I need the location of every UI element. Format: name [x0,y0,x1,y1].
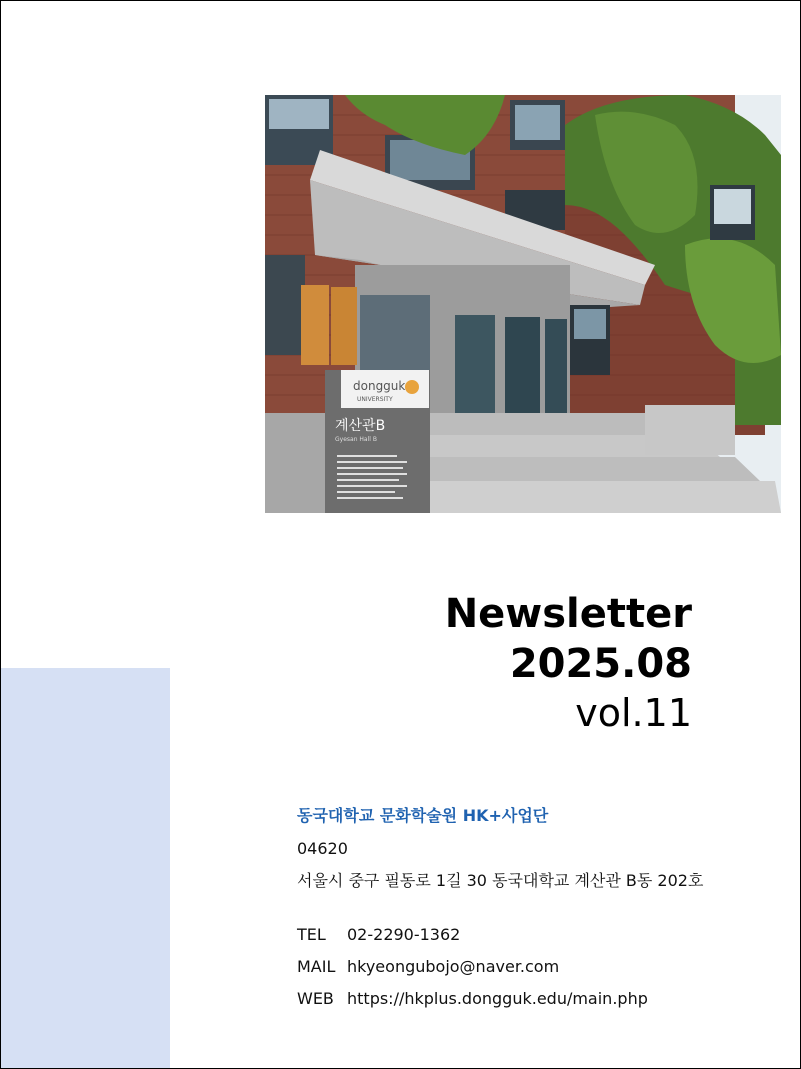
decorative-color-block [1,668,170,1068]
tel-label: TEL [297,925,326,944]
sign-brand-text: dongguk [353,379,406,393]
sign-univ-text: UNIVERSITY [357,396,393,403]
mail-row [297,956,703,978]
tel-row [297,924,703,946]
volume-number: vol.11 [575,691,692,735]
building-photo [265,95,781,513]
web-label: WEB [297,989,334,1008]
organization-name: 동국대학교 문화학술원 HK+사업단 [297,806,549,825]
postal-code: 04620 [297,839,348,858]
cover-title-block [445,589,692,737]
address: 서울시 중구 필동로 1길 30 동국대학교 계산관 B동 202호 [297,871,704,890]
sign-building-en-text: Gyesan Hall B [335,436,377,443]
contact-info [297,804,703,1010]
issue-date: 2025.08 [509,641,692,687]
sign-building-text: 계산관B [335,418,386,434]
mail-label: MAIL [297,957,336,976]
mail-value[interactable]: hkyeongubojo@naver.com [347,957,560,976]
newsletter-title: Newsletter [444,591,692,637]
web-link[interactable]: https://hkplus.dongguk.edu/main.php [347,989,648,1008]
tel-value: 02-2290-1362 [347,925,461,944]
web-row [297,988,703,1010]
